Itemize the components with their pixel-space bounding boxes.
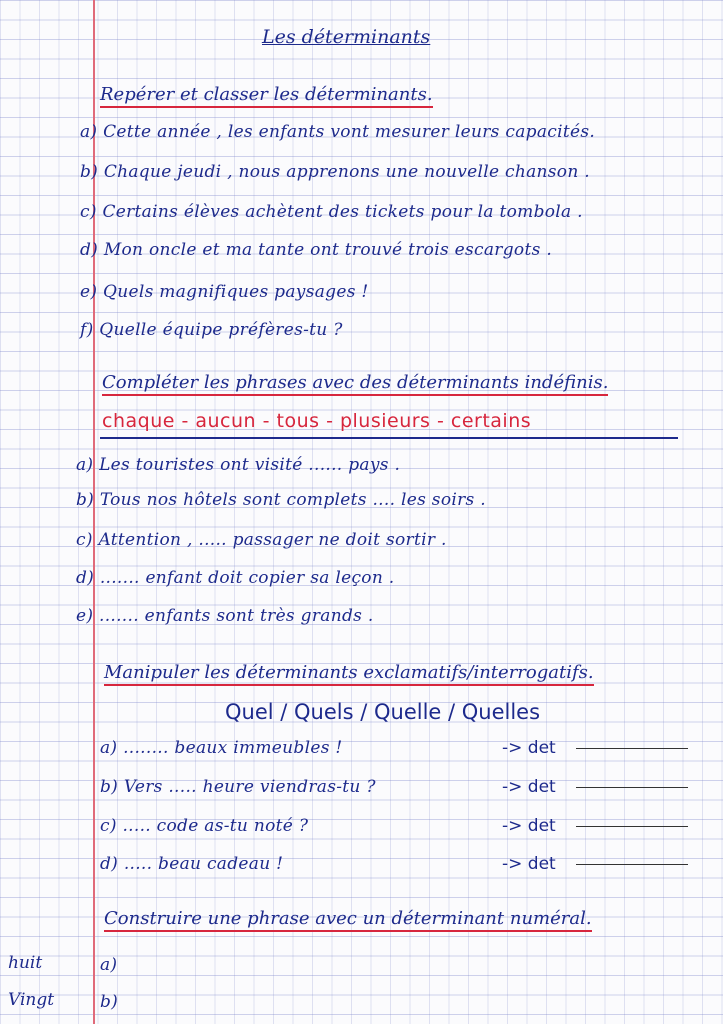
word-bank: chaque - aucun - tous - plusieurs - certains <box>102 410 532 432</box>
section2-item-b: b) Tous nos hôtels sont complets .... les soirs . <box>76 490 486 510</box>
det-arrow-label: -> det <box>502 816 556 836</box>
answer-line <box>576 748 688 749</box>
section1-heading: Repérer et classer les déterminants. <box>100 84 433 108</box>
section4-heading: Construire une phrase avec un déterminant numéral. <box>104 908 592 932</box>
section1-item-e: e) Quels magnifiques paysages ! <box>80 282 369 302</box>
section3-item-c: c) ..... code as-tu noté ? <box>100 816 309 836</box>
answer-line <box>576 864 688 865</box>
section1-item-c: c) Certains élèves achètent des tickets pour la tombola . <box>80 202 583 222</box>
section2-item-e: e) ....... enfants sont très grands . <box>76 606 374 626</box>
det-arrow-label: -> det <box>502 777 556 797</box>
margin-line <box>93 0 95 1024</box>
section2-item-a: a) Les touristes ont visité ...... pays . <box>76 455 401 475</box>
section1-item-f: f) Quelle équipe préfères-tu ? <box>80 320 343 340</box>
det-arrow-label: -> det <box>502 738 556 758</box>
page-title: Les déterminants <box>262 26 431 48</box>
det-arrow-label: -> det <box>502 854 556 874</box>
section3-answer-d <box>502 854 688 874</box>
determiner-choices: Quel / Quels / Quelle / Quelles <box>225 700 541 724</box>
section2-item-d: d) ....... enfant doit copier sa leçon . <box>76 568 395 588</box>
section4-item-b: b) <box>100 992 119 1012</box>
section3-item-d: d) ..... beau cadeau ! <box>100 854 284 874</box>
section2-heading: Compléter les phrases avec des déterminants indéfinis. <box>102 372 608 396</box>
section3-item-a: a) ........ beaux immeubles ! <box>100 738 343 758</box>
section3-heading: Manipuler les déterminants exclamatifs/interrogatifs. <box>104 662 594 686</box>
answer-line <box>576 787 688 788</box>
side-word-vingt: Vingt <box>8 990 55 1010</box>
section1-item-d: d) Mon oncle et ma tante ont trouvé trois escargots . <box>80 240 553 260</box>
section3-item-b: b) Vers ..... heure viendras-tu ? <box>100 777 376 797</box>
section2-item-c: c) Attention , ..... passager ne doit sortir . <box>76 530 447 550</box>
section3-answer-c <box>502 816 688 836</box>
section3-answer-b <box>502 777 688 797</box>
section1-item-b: b) Chaque jeudi , nous apprenons une nouvelle chanson . <box>80 162 590 182</box>
section4-item-a: a) <box>100 955 118 975</box>
section3-answer-a <box>502 738 688 758</box>
word-bank-underline <box>100 437 678 439</box>
answer-line <box>576 826 688 827</box>
section1-item-a: a) Cette année , les enfants vont mesurer leurs capacités. <box>80 122 596 142</box>
side-word-huit: huit <box>8 953 43 973</box>
